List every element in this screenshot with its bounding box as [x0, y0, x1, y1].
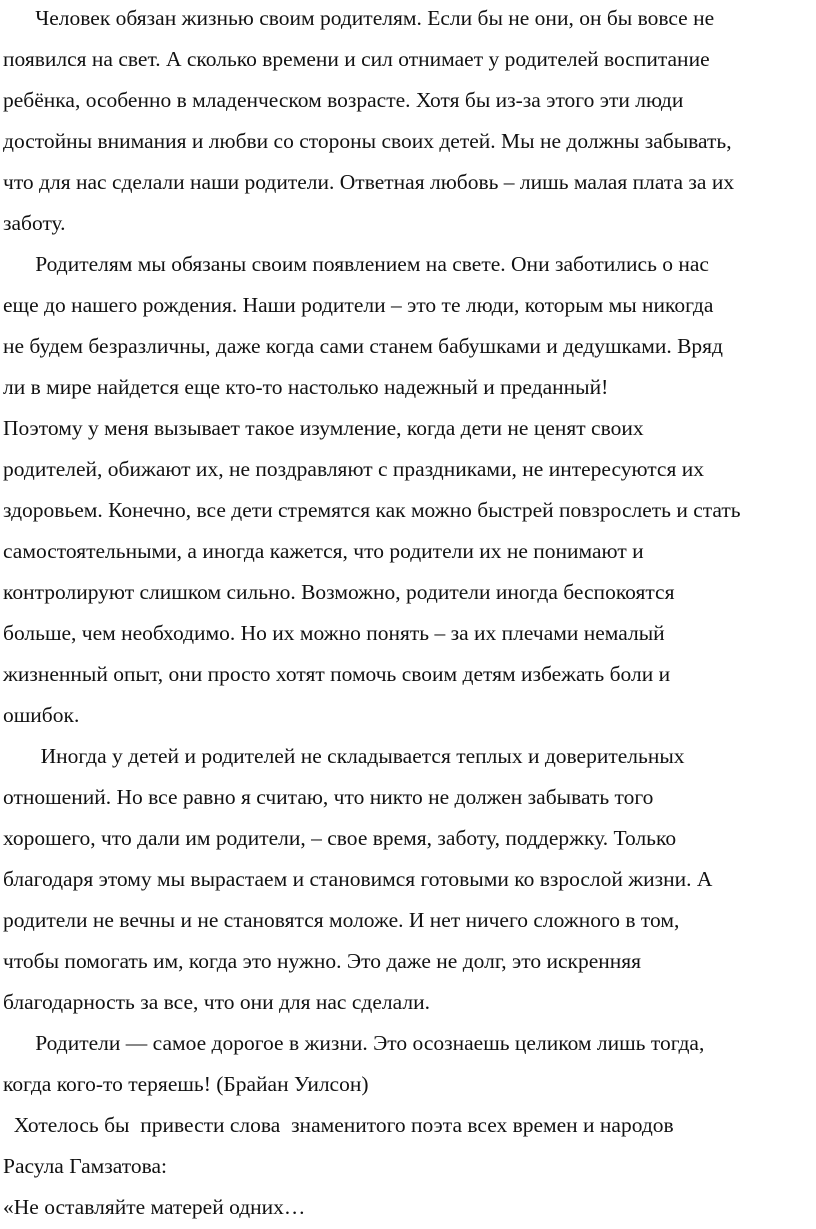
text-line: заботу.	[3, 211, 66, 235]
text-line: когда кого-то теряешь! (Брайан Уилсон)	[3, 1072, 369, 1096]
text-line: родителей, обижают их, не поздравляют с праздниками, не интересуются их	[3, 457, 704, 481]
text-line: благодаря этому мы вырастаем и становимся готовыми ко взрослой жизни. А	[3, 867, 713, 891]
text-line: здоровьем. Конечно, все дети стремятся как можно быстрей повзрослеть и стать	[3, 498, 741, 522]
text-line: Иногда у детей и родителей не складывается теплых и доверительных	[3, 744, 685, 768]
text-line: самостоятельными, а иногда кажется, что родители их не понимают и	[3, 539, 644, 563]
text-line: Поэтому у меня вызывает такое изумление, когда дети не ценят своих	[3, 416, 644, 440]
text-line: не будем безразличны, даже когда сами станем бабушками и дедушками. Вряд	[3, 334, 723, 358]
text-line: ли в мире найдется еще кто-то настолько надежный и преданный!	[3, 375, 609, 399]
document-text	[3, 0, 815, 1228]
text-line: благодарность за все, что они для нас сделали.	[3, 990, 430, 1014]
text-line: жизненный опыт, они просто хотят помочь своим детям избежать боли и	[3, 662, 671, 686]
text-line: хорошего, что дали им родители, – свое время, заботу, поддержку. Только	[3, 826, 677, 850]
text-line: еще до нашего рождения. Наши родители – это те люди, которым мы никогда	[3, 293, 714, 317]
text-line: Человек обязан жизнью своим родителям. Если бы не они, он бы вовсе не	[3, 6, 715, 30]
text-line: родители не вечны и не становятся моложе. И нет ничего сложного в том,	[3, 908, 680, 932]
text-line: Расула Гамзатова:	[3, 1154, 167, 1178]
text-line: больше, чем необходимо. Но их можно понять – за их плечами немалый	[3, 621, 665, 645]
text-line: ошибок.	[3, 703, 80, 727]
text-line: Родители — самое дорогое в жизни. Это осознаешь целиком лишь тогда,	[3, 1031, 705, 1055]
text-line: что для нас сделали наши родители. Ответная любовь – лишь малая плата за их	[3, 170, 735, 194]
text-line: появился на свет. А сколько времени и сил отнимает у родителей воспитание	[3, 47, 710, 71]
text-line: контролируют слишком сильно. Возможно, родители иногда беспокоятся	[3, 580, 675, 604]
text-line: чтобы помогать им, когда это нужно. Это даже не долг, это искренняя	[3, 949, 642, 973]
text-line: «Не оставляйте матерей одних…	[3, 1195, 306, 1219]
text-line: Родителям мы обязаны своим появлением на свете. Они заботились о нас	[3, 252, 709, 276]
text-line: достойны внимания и любви со стороны своих детей. Мы не должны забывать,	[3, 129, 732, 153]
text-line: Хотелось бы привести слова знаменитого поэта всех времен и народов	[3, 1113, 674, 1137]
text-line: ребёнка, особенно в младенческом возрасте. Хотя бы из-за этого эти люди	[3, 88, 684, 112]
text-line: отношений. Но все равно я считаю, что никто не должен забывать того	[3, 785, 654, 809]
